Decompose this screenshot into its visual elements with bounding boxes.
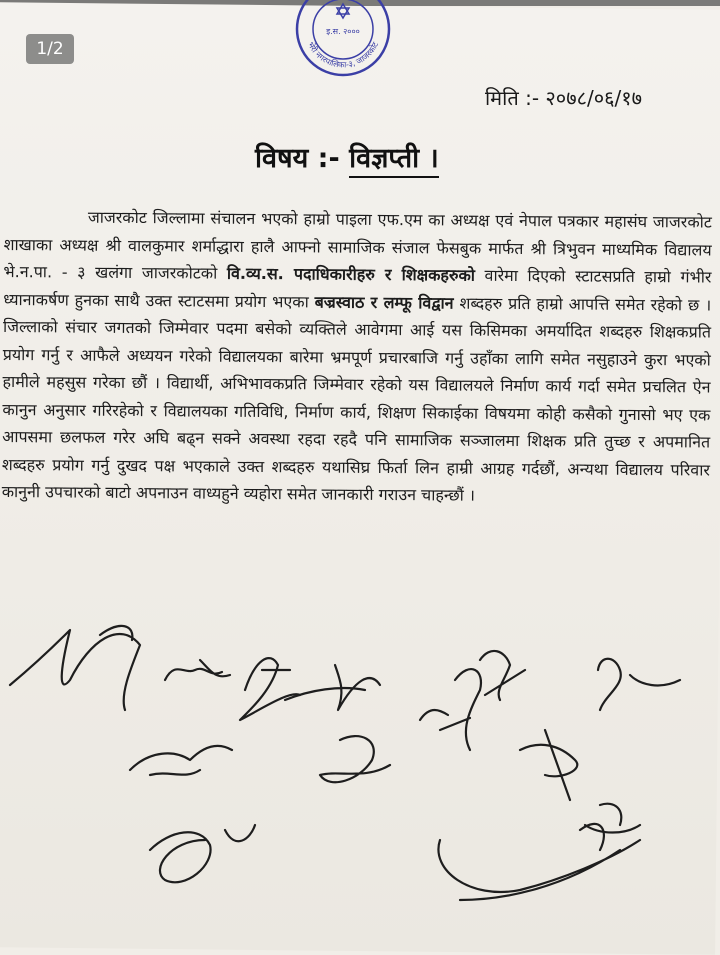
signature-11	[150, 825, 255, 882]
body-text-1: जाजरकोट जिल्लामा संचालन भएको हाम्रो पाइला एफ.एम का अध्यक्ष एवं नेपाल पत्रकार महासंघ जाजरकोट शाखाका अध्यक्ष श्री वालकुमार शर्माद्धारा हालै आफ्नो सामाजिक संजाल फेसबुक मार्फत श्री त्रिभुवन माध्यमिक विद्यालय भे.न.पा. - ३ खलंगा जाजरकोटको	[3, 207, 712, 283]
body-bold-1: वि.व्य.स. पदाधिकारीहरु र शिक्षकहरुको	[226, 263, 476, 285]
signature-1	[10, 626, 140, 710]
date-value: २०७८/०६/१७	[545, 86, 643, 110]
signature-5	[420, 669, 481, 750]
signature-3	[240, 658, 300, 720]
subject-heading	[255, 138, 439, 175]
signature-6	[480, 651, 525, 700]
signature-12	[438, 824, 640, 900]
signature-4	[285, 665, 380, 710]
body-text-3: शब्दहरु प्रति हाम्रो आपत्ति समेत रहेको छ । जिल्लाको संचार जगतको जिम्मेवार पदमा बसेको व्यक्तिले आवेगमा आई यस किसिमका अमर्यादित शब्दहरु शिक्षकप्रति प्रयोग गर्नु र आफैले अध्ययन गरेको विद्यालयका बारेमा भ्रमपूर्ण प्रचारबाजि गर्नु उहाँका लागि समेत नसुहाउने कुरा भएको हामीले महसुस गरेका छौं । विद्यार्थी, अभिभावकप्रति जिम्मेवार रहेको यस विद्यालयले निर्माण कार्य गर्दा समेत प्रचलित ऐन कानुन अनुसार गरिरहेको र विद्यालयका गतिविधि, निर्माण कार्य, शिक्षण सिकाईका विषयमा कोही कसैको गुनासो भए एक आपसमा छलफल गरेर अघि बढ्न सक्ने अवस्था रहदा रहदै पनि सामाजिक सञ्जालमा शिक्षक प्रति तुच्छ र अपमानित शब्दहरु प्रयोग गर्नु दुखद पक्ष भएकाले उक्त शब्दहरु यथासिघ्र फिर्ता लिन हाम्री आग्रह गर्दछौं, अन्यथा विद्यालय परिवार कानुनी उपचारको बाटो अपनाउन वाध्यहुने व्यहोरा समेत जानकारी गराउन चाहन्छौं ।	[1, 293, 712, 505]
body-text-2: वारेमा दिएको स्टाटसप्रति हाम्रो गंभीर ध्यानाकर्षण हुनका साथै उक्त स्टाटसमा प्रयोग भएका	[3, 265, 712, 311]
school-stamp	[292, 0, 394, 80]
body-bold-2: बज्रस्वाठ र लम्फू विद्वान	[314, 291, 454, 313]
signature-9	[320, 736, 390, 782]
signature-13	[585, 804, 640, 833]
signature-10	[520, 730, 577, 800]
page-indicator: 1/2	[26, 34, 74, 64]
signature-2	[165, 660, 230, 680]
date-line	[485, 84, 642, 111]
date-label: मिति :-	[485, 86, 540, 110]
signature-7	[598, 659, 680, 710]
signature-area	[0, 600, 720, 946]
subject-value: विज्ञप्ती ।	[349, 143, 439, 178]
subject-label: विषय :-	[255, 143, 340, 174]
stamp-inner-text: इ.स. २०००	[326, 27, 360, 36]
signature-8	[130, 746, 232, 775]
notice-body	[2, 203, 712, 511]
stamp-outer-text: भेरी नगरपालिका-३, जाजरकोट	[305, 40, 381, 70]
